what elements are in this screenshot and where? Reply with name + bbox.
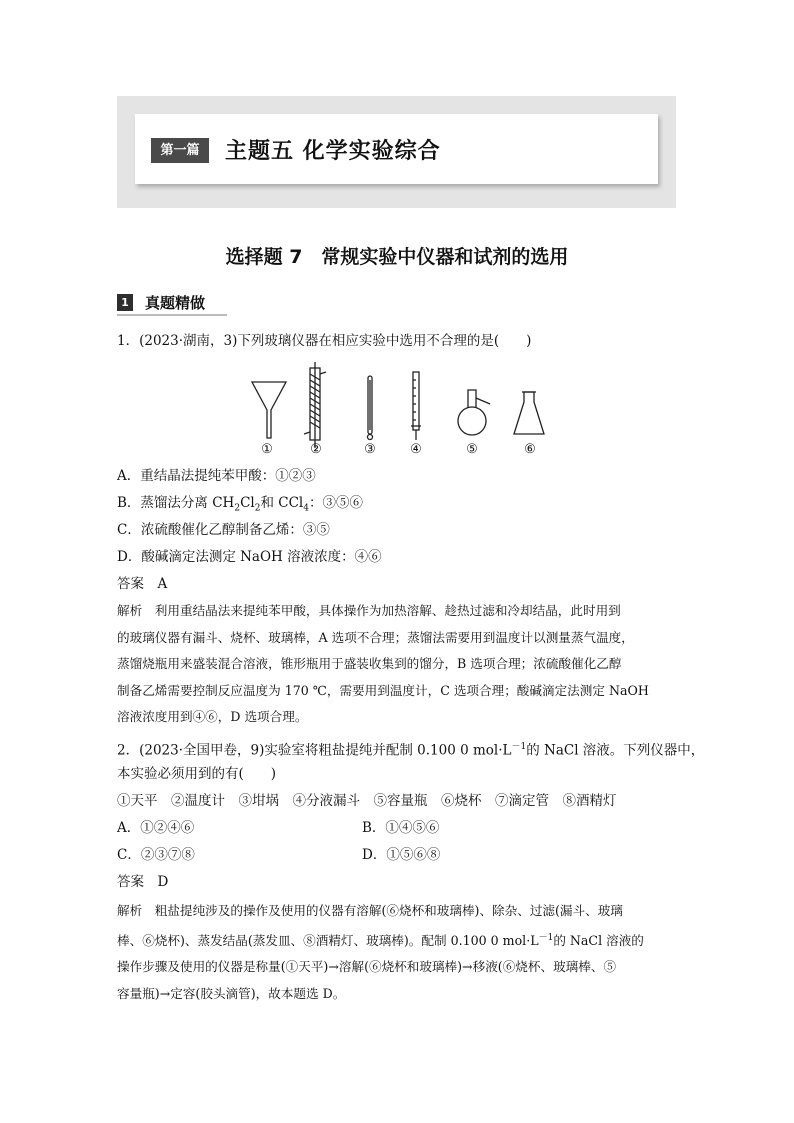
apparatus-label: ⑤: [466, 442, 478, 457]
apparatus-label: ⑥: [524, 442, 536, 457]
q1-explanation: [117, 598, 679, 731]
distillation-flask-icon: [458, 390, 490, 435]
q2-answer: 答案 D: [117, 874, 169, 890]
explanation-line: 的玻璃仪器有漏斗、烧杯、玻璃棒，A 选项不合理；蒸馏法需要用到温度计以测量蒸气温度，: [117, 629, 634, 645]
apparatus-figure: [240, 360, 560, 460]
part-badge: 第一篇: [151, 138, 209, 163]
apparatus-label: ③: [364, 442, 376, 457]
q2-option-d: D．①⑤⑥⑧: [362, 847, 441, 863]
q2-option-c: C．②③⑦⑧: [117, 847, 195, 863]
explanation-line: 棒、⑥烧杯)、蒸发结晶(蒸发皿、⑧酒精灯、玻璃棒)。配制 0.100 0 $mol\cdot L^{-1}$的 NaCl 溶液的: [117, 932, 644, 948]
q2-stem-line1: 2．(2023·全国甲卷，9)实验室将粗盐提纯并配制 0.100 0 $mol\cdot L^{-1}$的 NaCl 溶液。下列仪器中，: [117, 742, 705, 759]
explanation-line: 解析 利用重结晶法来提纯苯甲酸，具体操作为加热溶解、趁热过滤和冷却结晶，此时用到: [117, 603, 621, 618]
apparatus-label: ①: [261, 442, 273, 457]
q2-stem-line2: 本实验必须用到的有( ): [117, 766, 277, 782]
subsection-underline: [117, 314, 227, 316]
condenser-icon: [304, 362, 326, 448]
explanation-line: 容量瓶)→定容(胶头滴管)，故本题选 D。: [117, 985, 346, 1001]
q1-option-a: A．重结晶法提纯苯甲酸：①②③: [117, 468, 316, 484]
q1-stem: 1．(2023·湖南，3)下列玻璃仪器在相应实验中选用不合理的是( ): [117, 333, 532, 349]
q2-option-b: B．①④⑤⑥: [362, 820, 440, 836]
theme-title: 主题五 化学实验综合: [225, 139, 441, 164]
subsection-label: 真题精做: [145, 294, 206, 312]
q1-option-b: B．蒸馏法分离 $CH_2Cl_2$和 CCl$_4$：③⑤⑥: [117, 495, 363, 514]
explanation-line: 操作步骤及使用的仪器是称量(①天平)→溶解(⑥烧杯和玻璃棒)→移液(⑥烧杯、玻璃棒、⑤: [117, 959, 617, 975]
explanation-line: 蒸馏烧瓶用来盛装混合溶液，锥形瓶用于盛装收集到的馏分，B 选项合理；浓硫酸催化乙醇: [117, 656, 622, 671]
burette-icon: [411, 372, 421, 440]
q1-option-d: D．酸碱滴定法测定 NaOH 溶液浓度：④⑥: [117, 549, 382, 565]
apparatus-label: ②: [310, 442, 322, 457]
q1-answer: 答案 A: [117, 576, 168, 592]
apparatus-label: ④: [410, 442, 422, 457]
section-title: 选择题 7 常规实验中仪器和试剂的选用: [225, 246, 569, 268]
explanation-line: 制备乙烯需要控制反应温度为 170 ℃，需要用到温度计，C 选项合理；酸碱滴定法测定 NaOH: [117, 682, 649, 698]
explanation-line: 解析 粗盐提纯涉及的操作及使用的仪器有溶解(⑥烧杯和玻璃棒)、除杂、过滤(漏斗、玻璃: [117, 903, 623, 918]
q2-explanation: [117, 898, 679, 1007]
conical-flask-icon: [514, 392, 544, 434]
subsection-heading: [117, 292, 227, 316]
funnel-icon: [252, 382, 286, 438]
subsection-number: 1: [117, 294, 133, 311]
explanation-line: 溶液浓度用到④⑥，D 选项合理。: [117, 709, 308, 724]
q1-option-c: C．浓硫酸催化乙醇制备乙烯：③⑤: [117, 522, 330, 538]
q2-items: ①天平 ②温度计 ③坩埚 ④分液漏斗 ⑤容量瓶 ⑥烧杯 ⑦滴定管 ⑧酒精灯: [117, 793, 617, 809]
q2-option-a: A．①②④⑥: [117, 820, 195, 836]
thermometer-icon: [368, 376, 373, 440]
